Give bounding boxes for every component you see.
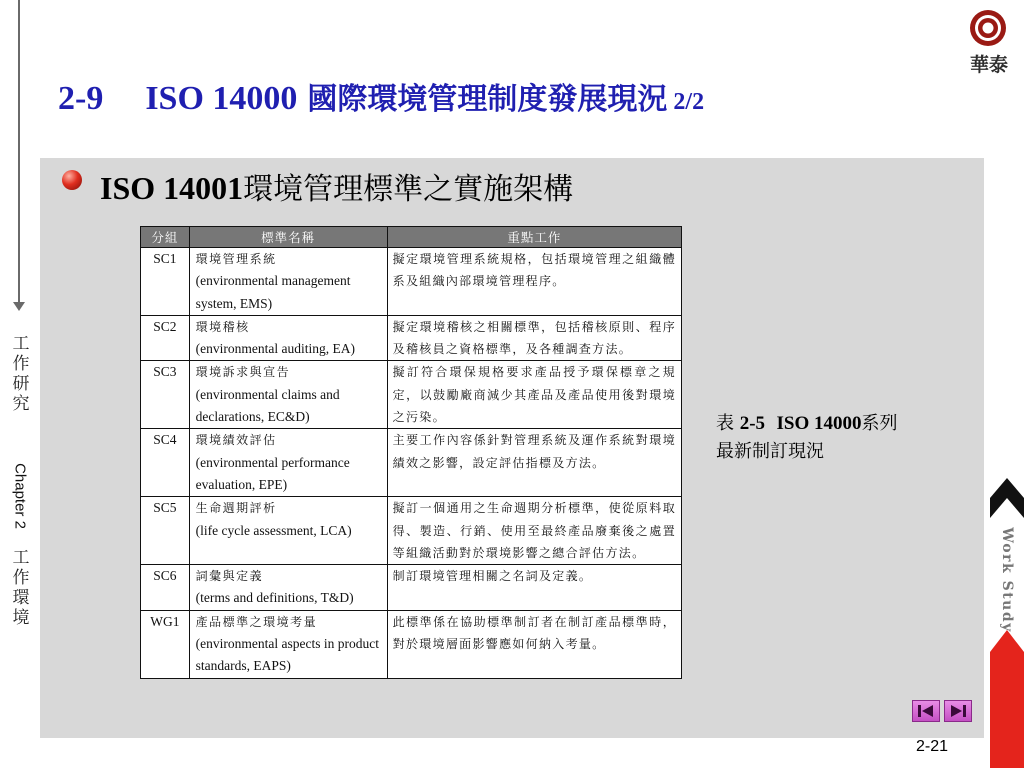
publisher-logo-text: 華泰 [969,54,1008,76]
page-number: 2-21 [916,738,949,755]
sidebar-label-chapter: Chapter 2 [11,463,29,529]
cell-standard-name [189,497,387,565]
cell-group: SC5 [141,497,190,565]
standard-name-en: (environmental management system, EMS) [195,273,351,311]
section-heading [100,164,573,208]
table-row [141,361,682,429]
table-row [141,565,682,611]
table-row [141,497,682,565]
previous-slide-icon [913,701,939,721]
cell-key-work: 制訂環境管理相關之名詞及定義。 [387,565,681,611]
cell-standard-name [189,429,387,497]
cell-standard-name [189,315,387,361]
caption-number: 2-5 [739,413,766,434]
title-page-fraction: 2/2 [673,89,705,115]
standard-name-cn: 環境管理系統 [195,252,277,266]
page-title [58,74,704,118]
standard-name-cn: 產品標準之環境考量 [195,614,318,629]
work-study-tab-label: Work Study [999,527,1015,633]
work-study-tab [990,520,1024,640]
sidebar-label-work-study-cn: 工作研究 [12,334,30,414]
next-slide-icon [945,701,971,721]
cell-key-work: 此標準係在協助標準制訂者在制訂產品標準時，對於環境層面影響應如何納入考量。 [387,610,681,678]
table-header-group: 分組 [141,227,190,248]
standard-name-cn: 生命週期評析 [195,501,277,516]
table-header-row [141,227,682,248]
standard-name-cn: 環境績效評估 [195,433,277,448]
iso-standards-table [140,226,682,679]
cell-group: WG1 [141,610,190,678]
table-header-standard-name: 標準名稱 [189,227,387,248]
standard-name-en: (environmental performance evaluation, EPE) [195,454,350,492]
heading-text-en: ISO 14001 [100,170,244,206]
next-slide-button[interactable] [944,700,972,722]
table-row [141,429,682,497]
red-tab-arrow [990,630,1024,652]
cell-key-work: 擬訂一個通用之生命週期分析標準，使從原料取得、製造、行銷、使用至最終產品廢棄後之處置等組織活動對於環境影響之總合評估方法。 [387,497,681,565]
title-section-number: 2-9 [58,80,104,117]
standard-name-en: (environmental auditing, EA) [195,341,355,357]
cell-group: SC2 [141,315,190,361]
heading-text-cn: 環境管理標準之實施架構 [243,172,574,207]
publisher-logo-icon [968,8,1008,48]
caption-iso: ISO 14000 [776,413,862,434]
table-row [141,610,682,678]
title-text-en: ISO 14000 [145,80,298,117]
cell-standard-name [189,610,387,678]
red-tab-bar [990,652,1024,768]
cell-key-work: 擬訂符合環保規格要求產品授予環保標章之規定，以鼓勵廠商減少其產品及產品使用後對環境之污染。 [387,361,681,429]
sidebar-arrow-icon [13,302,25,311]
standard-name-en: (life cycle assessment, LCA) [195,522,352,538]
cell-group: SC4 [141,429,190,497]
cell-standard-name [189,361,387,429]
sidebar-rule [18,0,20,304]
cell-group: SC3 [141,361,190,429]
bullet-icon [62,170,82,190]
previous-slide-button[interactable] [912,700,940,722]
standard-name-cn: 詞彙與定義 [195,569,264,584]
caption-line-1 [716,410,976,438]
table-caption [716,410,976,466]
title-text-cn: 國際環境管理制度發展現況 [307,82,668,117]
chevron-up-icon [990,478,1024,518]
standard-name-en: (terms and definitions, T&D) [195,590,354,606]
standard-name-cn: 環境訴求與宣告 [195,365,291,380]
cell-key-work: 擬定環境稽核之相關標準，包括稽核原則、程序及稽核員之資格標準，及各種調查方法。 [387,315,681,361]
standard-name-cn: 環境稽核 [195,319,250,334]
cell-group: SC1 [141,248,190,316]
cell-key-work: 擬定環境管理系統規格，包括環境管理之組織體系及組織內部環境管理程序。 [387,248,681,316]
sidebar-label-work-environment-cn: 工作環境 [12,548,30,628]
cell-key-work: 主要工作內容係針對管理系統及運作系統對環境績效之影響，設定評估指標及方法。 [387,429,681,497]
caption-prefix: 表 [716,413,734,434]
cell-standard-name [189,565,387,611]
caption-line-2: 最新制訂現況 [716,441,824,462]
table-row [141,315,682,361]
standard-name-en: (environmental claims and declarations, EC&D) [195,386,340,425]
standard-name-en: (environmental aspects in product standards, EAPS) [195,636,379,674]
cell-standard-name [189,248,387,316]
cell-group: SC6 [141,565,190,611]
table-header-key-work: 重點工作 [387,227,681,248]
table-row [141,248,682,316]
caption-suffix: 系列 [861,413,898,434]
